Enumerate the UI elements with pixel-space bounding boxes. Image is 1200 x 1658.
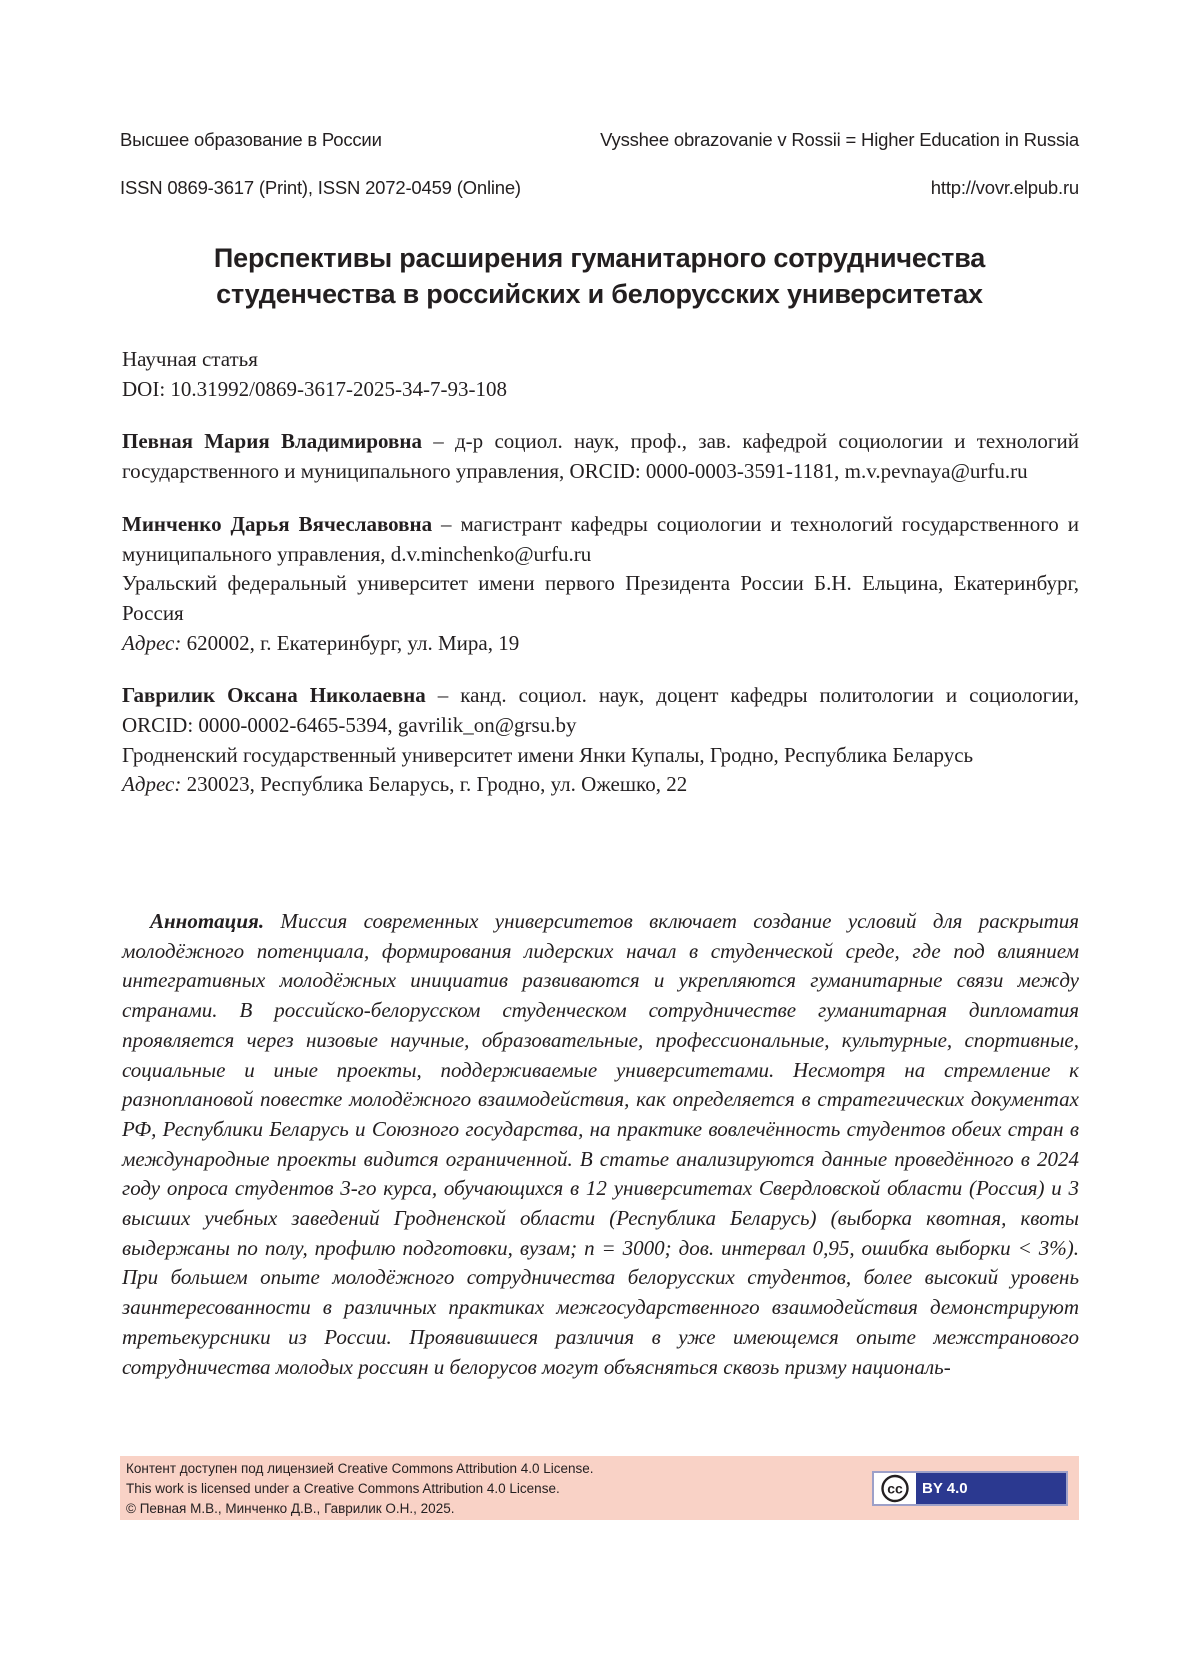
author-3 [122, 681, 1079, 740]
author-2-description: – магистрант кафедры социологии и технологий государственного и муниципального управления, d.v.minchenko@urfu.ru [122, 511, 1079, 566]
author-1-description: – д-р социол. наук, проф., зав. кафедрой социологии и технологий государственного и муниципального управления, ORCID: 0000-0003-3591-1181, m.v.pevnaya@urfu.ru [122, 429, 1079, 484]
affiliation-1: Уральский федеральный университет имени первого Президента России Б.Н. Ельцина, Екатеринбург, Россия [122, 571, 1079, 625]
affiliation-2: Гродненский государственный университет имени Янки Купалы, Гродно, Республика Беларусь [122, 742, 974, 767]
copyright: © Певная М.В., Минченко Д.В., Гаврилик О.Н., 2025. [126, 1501, 455, 1516]
author-1 [122, 427, 1079, 486]
cc-symbol-text: cc [887, 1480, 903, 1497]
address-label: Адрес: [122, 772, 182, 797]
abstract [122, 907, 1079, 1382]
license-box [120, 1456, 1079, 1520]
affiliation-2-address [122, 770, 1079, 800]
license-text [126, 1459, 594, 1519]
journal-title-en: Vysshee obrazovanie v Rossii = Higher Education in Russia [600, 129, 1079, 150]
author-3-description: – канд. социол. наук, доцент кафедры политологии и социологии, ORCID: 0000-0002-6465-5394, gavrilik_on@grsu.by [122, 683, 1079, 738]
article-type: Научная статья [122, 347, 258, 371]
cc-by-label: BY 4.0 [922, 1479, 968, 1497]
title-line-1: Перспективы расширения гуманитарного сотрудничества [213, 243, 986, 273]
article-metadata [122, 345, 1079, 800]
journal-url[interactable]: http://vovr.elpub.ru [930, 177, 1079, 198]
author-2 [122, 510, 1079, 569]
journal-title-ru: Высшее образование в России [120, 129, 382, 150]
abstract-text: Миссия современных университетов включает создание условий для раскрытия молодёжного потенциала, формирования лидерских начал в студенческой среде, где под влиянием интегративных молодёжных инициатив развиваются и укрепляются гуманитарные связи между странами. В российско-белорусском студенческом сотрудничестве гуманитарная дипломатия проявляется через низовые научные, образовательные, профессиональные, культурные, спортивные, социальные и иные проекты, поддерживаемые университетами. Несмотря на стремление к разноплановой повестке молодёжного взаимодействия, как определяется в стратегических документах РФ, Республики Беларусь и Союзного государства, на практике вовлечённость студентов обеих стран в международные проекты видится ограниченной. В статье анализируются данные проведённого в 2024 году опроса студентов 3-го курса, обучающихся в 12 университетах Свердловской области (Россия) и 3 высших учебных заведений Гродненской области (Республика Беларусь) (выборка квотная, квоты выдержаны по полу, профилю подготовки, вузам; n = 3000; дов. интервал 0,95, ошибка выборки < 3%). При большем опыте молодёжного сотрудничества белорусских студентов, более высокий уровень заинтересованности в различных практиках межгосударственного взаимодействия демонстрируют третьекурсники из России. Проявившиеся различия в уже имеющемся опыте межстранового сотрудничества молодых россиян и белорусов могут объясняться сквозь призму националь- [122, 909, 1079, 1379]
issn-header [120, 177, 1079, 199]
cc-by-badge[interactable] [872, 1471, 1068, 1506]
address-value: 620002, г. Екатеринбург, ул. Мира, 19 [181, 630, 520, 655]
issn: ISSN 0869-3617 (Print), ISSN 2072-0459 (Online) [120, 177, 521, 198]
address-label: Адрес: [122, 630, 182, 655]
author-2-name: Минченко Дарья Вячеславовна [122, 511, 433, 536]
creative-commons-icon [874, 1473, 916, 1504]
author-1-name: Певная Мария Владимировна [122, 429, 422, 454]
title-line-2: студенчества в российских и белорусских университетах [216, 279, 983, 309]
affiliation-1-address [122, 629, 1079, 659]
abstract-label: Аннотация. [150, 909, 265, 933]
license-line-ru: Контент доступен под лицензией Creative Commons Attribution 4.0 License. [126, 1461, 594, 1476]
doi[interactable]: DOI: 10.31992/0869-3617-2025-34-7-93-108 [122, 376, 507, 401]
article-title [120, 240, 1079, 312]
author-3-name: Гаврилик Оксана Николаевна [122, 683, 426, 708]
license-line-en: This work is licensed under a Creative Commons Attribution 4.0 License. [126, 1481, 560, 1496]
address-value: 230023, Республика Беларусь, г. Гродно, ул. Ожешко, 22 [181, 772, 688, 797]
running-header [120, 129, 1079, 151]
